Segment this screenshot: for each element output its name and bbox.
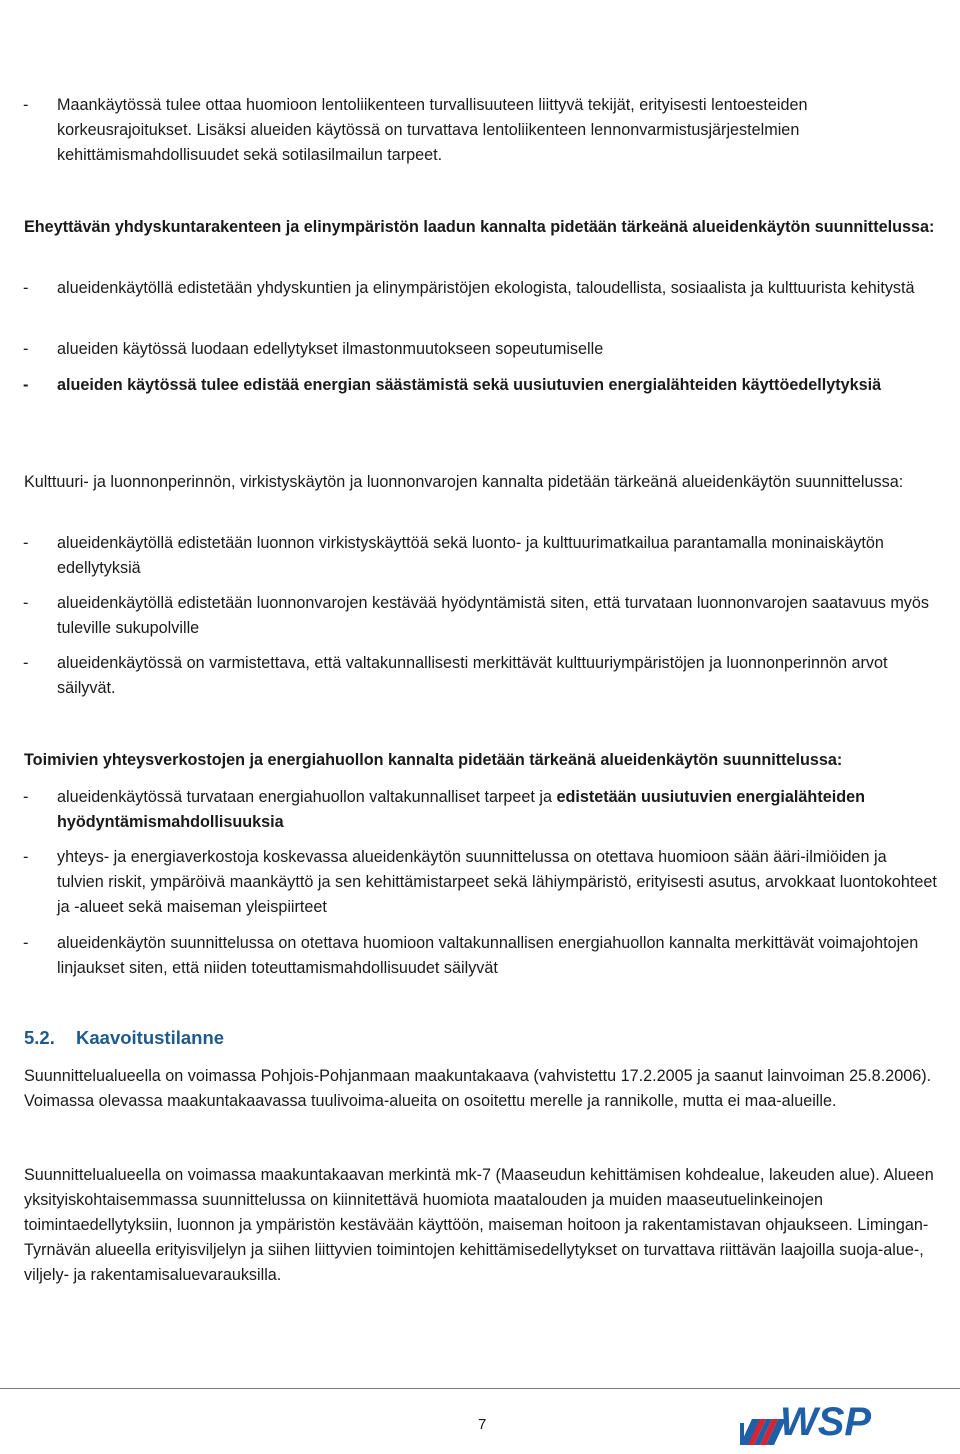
list-dash: - [23,279,29,297]
list-dash: - [23,594,29,612]
list-item-text: yhteys- ja energiaverkostoja koskevassa alueidenkäytön suunnittelussa on otettava huomioon sään ääri-ilmiöiden ja tulvien riskit, ympäröivä maankäyttö ja sen kehittämistarpeet sekä lähiympäristö, erityisesti asutus, arvokkaat luontokohteet ja -alueet sekä maiseman yleispiirteet [57,848,937,916]
list-item [23,651,937,701]
list-item-text: alueiden käytössä luodaan edellytykset ilmastonmuutokseen sopeutumiselle [57,340,604,358]
section-heading: Kulttuuri- ja luonnonperinnön, virkistyskäytön ja luonnonvarojen kannalta pidetään tärkeänä alueidenkäytön suunnittelussa: [24,473,904,491]
wsp-logo-icon [736,1393,892,1449]
list-item-text: alueidenkäytöllä edistetään luonnonvarojen kestävää hyödyntämistä siten, että turvataan luonnonvarojen saatavuus myös tuleville sukupolville [57,594,929,637]
list-item [23,337,937,362]
list-dash: - [23,534,29,552]
section-title-text: Kaavoitustilanne [76,1027,225,1048]
list-dash: - [23,96,29,114]
section-heading: Toimivien yhteysverkostojen ja energiahuollon kannalta pidetään tärkeänä alueidenkäytön suunnittelussa: [24,751,843,769]
paragraph: Suunnittelualueella on voimassa maakuntakaavan merkintä mk-7 (Maaseudun kehittämisen kohdealue, lakeuden alue). Alueen yksityiskohtaisemmassa suunnittelussa on kiinnitettävä huomiota maatalouden ja muiden maaseutuelinkeinojen toimintaedellytyksiin, luonnon ja ympäristön kestävään käyttöön, maiseman hoitoon ja rakentamistavan ohjaukseen. Limingan-Tyrnävän alueella erityisviljelyn ja siihen liittyvien toimintojen kehittämisedellytykset on turvattava riittävän laajoilla suoja-alue-, viljely- ja rakentamisaluevarauksilla. [24,1166,934,1284]
list-item-text: alueidenkäytössä on varmistettava, että valtakunnallisesti merkittävät kulttuuriympäristöjen ja luonnonperinnön arvot säilyvät. [57,654,888,697]
wsp-logo [736,1393,892,1449]
list-item-text: alueidenkäytön suunnittelussa on otettava huomioon valtakunnallisen energiahuollon kannalta merkittävät voimajohtojen linjaukset siten, että niiden toteuttamismahdollisuudet säilyvät [57,934,919,977]
list-item [23,591,937,641]
list-dash: - [23,340,29,358]
list-item [23,931,937,981]
footer-divider [0,1388,960,1389]
list-item [23,845,937,920]
section-heading: Eheyttävän yhdyskuntarakenteen ja elinympäristön laadun kannalta pidetään tärkeänä alueidenkäytön suunnittelussa: [24,218,935,236]
list-item-text: alueidenkäytöllä edistetään yhdyskuntien ja elinympäristöjen ekologista, taloudellista, sosiaalista ja kulttuurista kehitystä [57,279,915,297]
list-item [23,93,937,168]
section-title [24,1027,224,1049]
section-number: 5.2. [24,1027,55,1048]
list-dash: - [23,848,29,866]
list-item-text: Maankäytössä tulee ottaa huomioon lentoliikenteen turvallisuuteen liittyvä tekijät, erityisesti lentoesteiden korkeusrajoitukset. Lisäksi alueiden käytössä on turvattava lentoliikenteen lennonvarmistusjärjestelmien kehittämismahdollisuudet sekä sotilasilmailun tarpeet. [57,96,808,164]
list-item-text: alueidenkäytöllä edistetään luonnon virkistyskäyttöä sekä luonto- ja kulttuurimatkailua parantamalla moninaiskäytön edellytyksiä [57,534,884,577]
list-dash: - [23,376,29,394]
list-item [23,373,937,398]
list-item-text: alueiden käytössä tulee edistää energian säästämistä sekä uusiutuvien energialähteiden käyttöedellytyksiä [57,376,882,394]
list-dash: - [23,654,29,672]
list-item [23,276,937,301]
paragraph: Suunnittelualueella on voimassa Pohjois-Pohjanmaan maakuntakaava (vahvistettu 17.2.2005 ja saanut lainvoiman 25.8.2006). Voimassa olevassa maakuntakaavassa tuulivoima-alueita on osoitettu merelle ja rannikolle, mutta ei maa-alueille. [24,1067,932,1110]
logo-text: WSP [780,1400,872,1444]
page-number: 7 [478,1416,487,1433]
list-dash: - [23,788,29,806]
list-dash: - [23,934,29,952]
list-item-text: alueidenkäytössä turvataan energiahuollon valtakunnalliset tarpeet ja [57,788,557,806]
list-item-emphasis: edistetään uusiutuvien energialähteiden hyödyntämismahdollisuuksia [57,788,865,831]
list-item [23,785,937,835]
list-item [23,531,937,581]
